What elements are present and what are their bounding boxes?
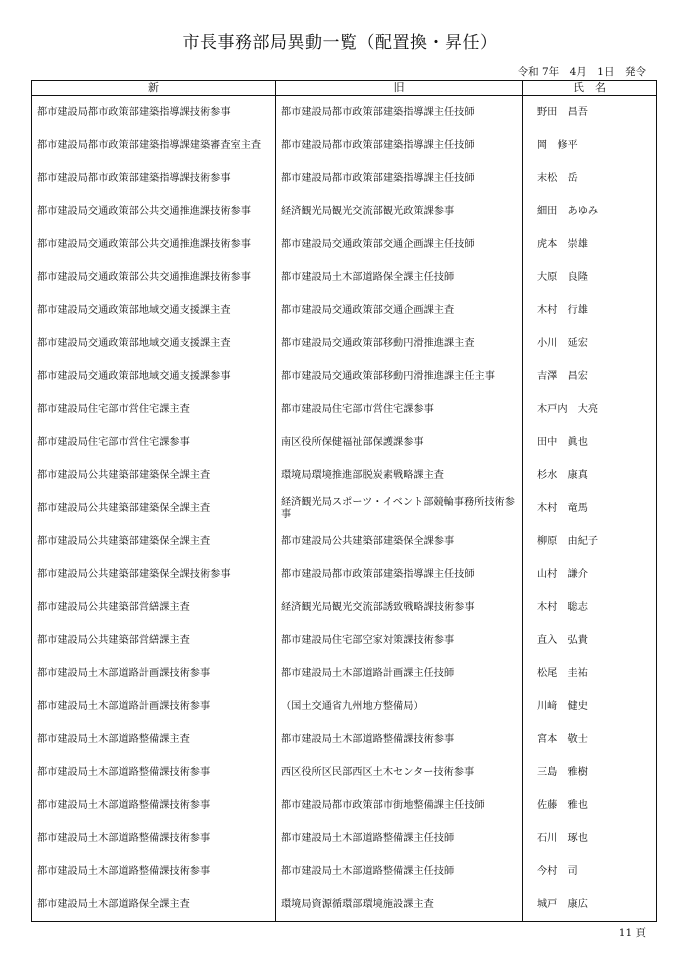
- cell-new-position: 都市建設局公共建築部営繕課主査: [32, 591, 276, 624]
- cell-new-position: 都市建設局交通政策部地域交通支援課主査: [32, 294, 276, 327]
- cell-employee-name: 野田 昌吾: [523, 96, 657, 130]
- table-row: [32, 855, 657, 888]
- header-new: 新: [32, 81, 276, 96]
- table-row: [32, 690, 657, 723]
- cell-employee-name: 虎本 崇雄: [523, 228, 657, 261]
- issue-date: 令和 7年 4月 1日 発令: [517, 66, 646, 78]
- table-row: [32, 591, 657, 624]
- cell-employee-name: 細田 あゆみ: [523, 195, 657, 228]
- cell-old-position: 都市建設局都市政策部建築指導課主任技師: [276, 162, 523, 195]
- cell-employee-name: 柳原 由紀子: [523, 525, 657, 558]
- cell-employee-name: 木村 聡志: [523, 591, 657, 624]
- cell-employee-name: 小川 延宏: [523, 327, 657, 360]
- cell-old-position: 経済観光局観光交流部誘致戦略課技術参事: [276, 591, 523, 624]
- cell-old-position: 都市建設局土木部道路整備課主任技師: [276, 855, 523, 888]
- table-row: [32, 525, 657, 558]
- cell-old-position: 都市建設局土木部道路整備課技術参事: [276, 723, 523, 756]
- cell-old-position: 都市建設局交通政策部交通企画課主査: [276, 294, 523, 327]
- table-row: [32, 228, 657, 261]
- table-header-row: [32, 81, 657, 96]
- cell-new-position: 都市建設局土木部道路計画課技術参事: [32, 690, 276, 723]
- page-number: 11 頁: [618, 927, 646, 939]
- cell-old-position: 都市建設局都市政策部市街地整備課主任技師: [276, 789, 523, 822]
- cell-employee-name: 木村 行雄: [523, 294, 657, 327]
- table-row: [32, 360, 657, 393]
- table-row: [32, 459, 657, 492]
- cell-old-position: （国土交通省九州地方整備局）: [276, 690, 523, 723]
- cell-new-position: 都市建設局都市政策部建築指導課技術参事: [32, 96, 276, 130]
- table-row: [32, 393, 657, 426]
- table-row: [32, 195, 657, 228]
- cell-old-position: 都市建設局土木部道路保全課主任技師: [276, 261, 523, 294]
- cell-old-position: 都市建設局交通政策部移動円滑推進課主査: [276, 327, 523, 360]
- cell-employee-name: 山村 謙介: [523, 558, 657, 591]
- cell-new-position: 都市建設局交通政策部地域交通支援課主査: [32, 327, 276, 360]
- cell-old-position: 都市建設局土木部道路整備課主任技師: [276, 822, 523, 855]
- table-row: [32, 96, 657, 130]
- table-row: [32, 294, 657, 327]
- table-row: [32, 558, 657, 591]
- table-row: [32, 129, 657, 162]
- cell-new-position: 都市建設局土木部道路整備課主査: [32, 723, 276, 756]
- cell-new-position: 都市建設局交通政策部公共交通推進課技術参事: [32, 195, 276, 228]
- cell-new-position: 都市建設局土木部道路整備課技術参事: [32, 822, 276, 855]
- cell-old-position: 都市建設局都市政策部建築指導課主任技師: [276, 129, 523, 162]
- cell-new-position: 都市建設局都市政策部建築指導課技術参事: [32, 162, 276, 195]
- cell-new-position: 都市建設局公共建築部営繕課主査: [32, 624, 276, 657]
- table-row: [32, 492, 657, 525]
- cell-employee-name: 大原 良隆: [523, 261, 657, 294]
- header-name: 氏 名: [523, 81, 657, 96]
- cell-new-position: 都市建設局交通政策部公共交通推進課技術参事: [32, 228, 276, 261]
- table-row: [32, 822, 657, 855]
- cell-new-position: 都市建設局土木部道路整備課技術参事: [32, 789, 276, 822]
- cell-employee-name: 末松 岳: [523, 162, 657, 195]
- cell-new-position: 都市建設局土木部道路整備課技術参事: [32, 855, 276, 888]
- cell-new-position: 都市建設局土木部道路整備課技術参事: [32, 756, 276, 789]
- cell-old-position: 都市建設局公共建築部建築保全課参事: [276, 525, 523, 558]
- table-row: [32, 657, 657, 690]
- cell-old-position: 都市建設局住宅部空家対策課技術参事: [276, 624, 523, 657]
- table-row: [32, 624, 657, 657]
- cell-employee-name: 松尾 圭祐: [523, 657, 657, 690]
- cell-old-position: 都市建設局都市政策部建築指導課主任技師: [276, 558, 523, 591]
- table-row: [32, 426, 657, 459]
- cell-employee-name: 川﨑 健史: [523, 690, 657, 723]
- cell-employee-name: 佐藤 雅也: [523, 789, 657, 822]
- cell-employee-name: 吉澤 昌宏: [523, 360, 657, 393]
- document-title: 市長事務部局異動一覧（配置換・昇任）: [182, 33, 498, 53]
- cell-new-position: 都市建設局公共建築部建築保全課主査: [32, 459, 276, 492]
- cell-employee-name: 三島 雅樹: [523, 756, 657, 789]
- cell-employee-name: 石川 琢也: [523, 822, 657, 855]
- cell-employee-name: 直入 弘貴: [523, 624, 657, 657]
- cell-old-position: 環境局環境推進部脱炭素戦略課主査: [276, 459, 523, 492]
- table-body: [32, 96, 657, 922]
- table-row: [32, 723, 657, 756]
- cell-old-position: 環境局資源循環部環境施設課主査: [276, 888, 523, 922]
- cell-old-position: 都市建設局交通政策部移動円滑推進課主任主事: [276, 360, 523, 393]
- cell-employee-name: 田中 眞也: [523, 426, 657, 459]
- cell-employee-name: 岡 修平: [523, 129, 657, 162]
- cell-old-position: 経済観光局観光交流部観光政策課参事: [276, 195, 523, 228]
- cell-new-position: 都市建設局土木部道路計画課技術参事: [32, 657, 276, 690]
- cell-employee-name: 杉水 康真: [523, 459, 657, 492]
- cell-new-position: 都市建設局交通政策部地域交通支援課参事: [32, 360, 276, 393]
- table-row: [32, 888, 657, 922]
- table-row: [32, 261, 657, 294]
- cell-old-position: 都市建設局住宅部市営住宅課参事: [276, 393, 523, 426]
- cell-old-position: 都市建設局土木部道路計画課主任技師: [276, 657, 523, 690]
- cell-employee-name: 今村 司: [523, 855, 657, 888]
- cell-old-position: 経済観光局スポーツ・イベント部競輪事務所技術参事: [276, 492, 523, 525]
- cell-employee-name: 城戸 康広: [523, 888, 657, 922]
- header-old: 旧: [276, 81, 523, 96]
- cell-new-position: 都市建設局公共建築部建築保全課主査: [32, 492, 276, 525]
- cell-old-position: 西区役所区民部西区土木センター技術参事: [276, 756, 523, 789]
- cell-old-position: 都市建設局都市政策部建築指導課主任技師: [276, 96, 523, 130]
- table-row: [32, 789, 657, 822]
- cell-employee-name: 木村 竜馬: [523, 492, 657, 525]
- cell-new-position: 都市建設局住宅部市営住宅課参事: [32, 426, 276, 459]
- cell-new-position: 都市建設局公共建築部建築保全課主査: [32, 525, 276, 558]
- cell-new-position: 都市建設局都市政策部建築指導課建築審査室主査: [32, 129, 276, 162]
- table-row: [32, 162, 657, 195]
- cell-employee-name: 木戸内 大亮: [523, 393, 657, 426]
- cell-new-position: 都市建設局土木部道路保全課主査: [32, 888, 276, 922]
- table-row: [32, 327, 657, 360]
- table-row: [32, 756, 657, 789]
- cell-old-position: 都市建設局交通政策部交通企画課主任技師: [276, 228, 523, 261]
- cell-new-position: 都市建設局住宅部市営住宅課主査: [32, 393, 276, 426]
- cell-new-position: 都市建設局公共建築部建築保全課技術参事: [32, 558, 276, 591]
- cell-old-position: 南区役所保健福祉部保護課参事: [276, 426, 523, 459]
- cell-new-position: 都市建設局交通政策部公共交通推進課技術参事: [32, 261, 276, 294]
- cell-employee-name: 宮本 敬士: [523, 723, 657, 756]
- personnel-table: [31, 80, 657, 922]
